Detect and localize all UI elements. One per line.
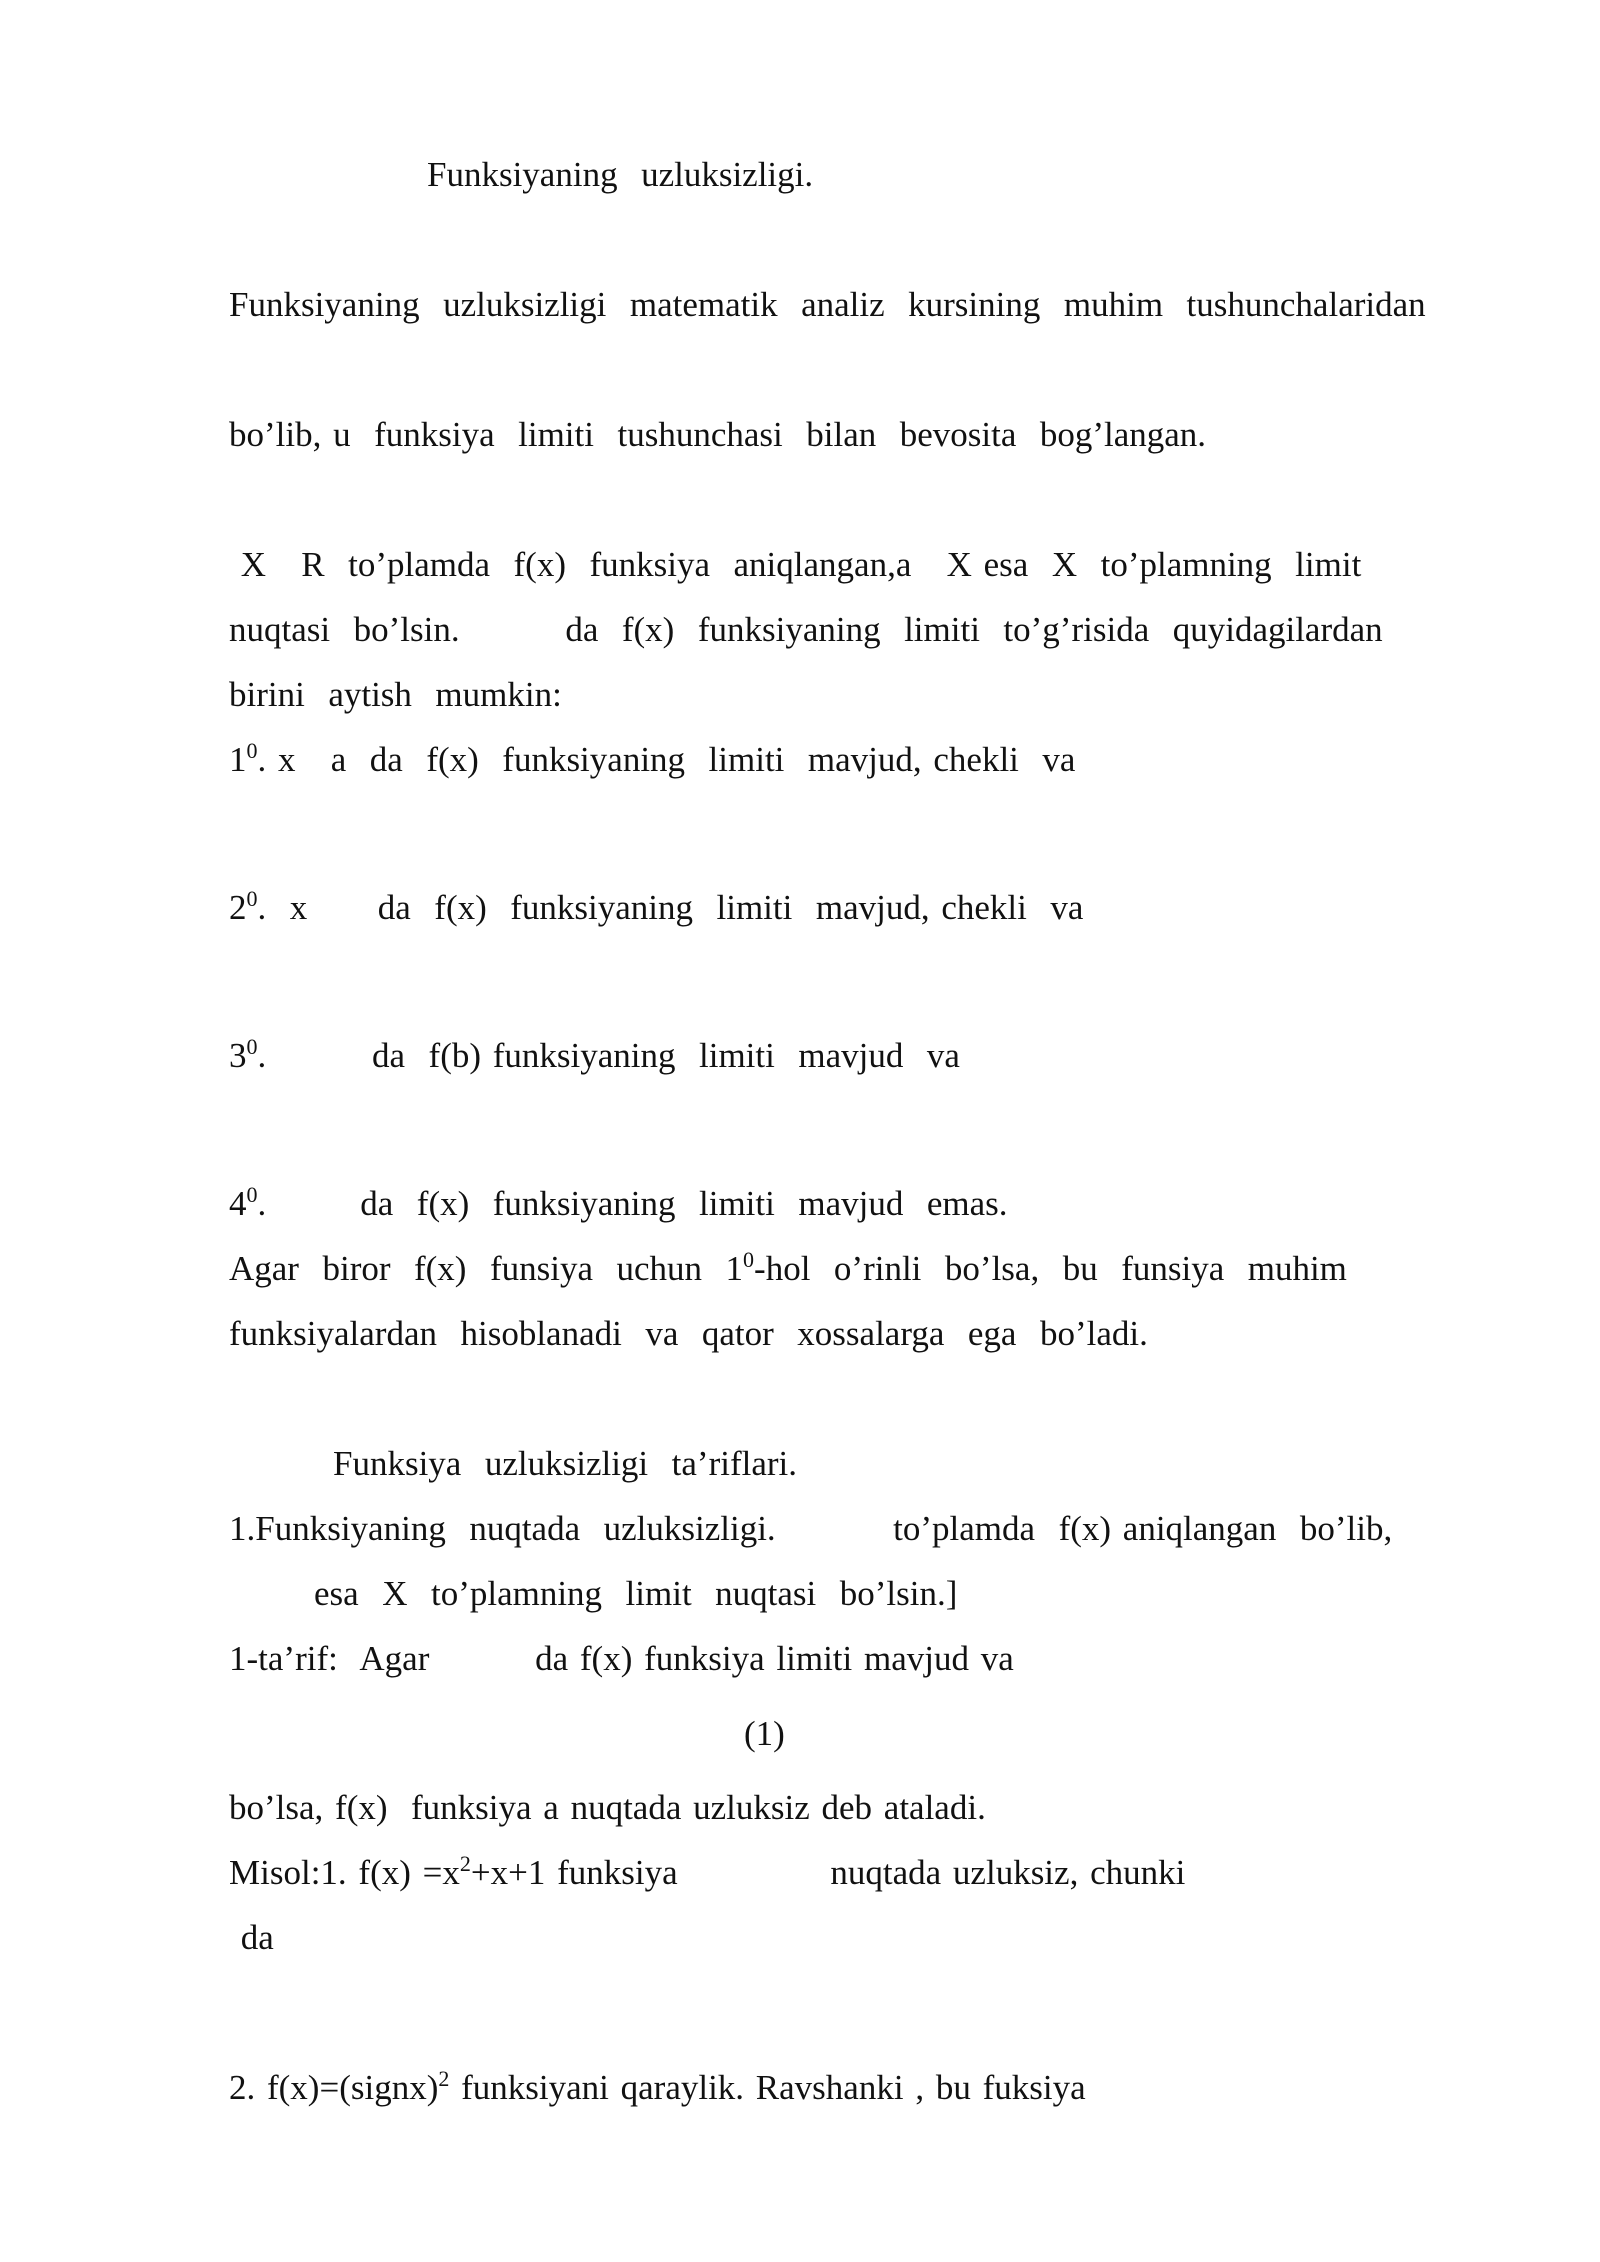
example-text-a: Misol:1. f(x) =x (229, 1853, 460, 1892)
intro-line-1: Funksiyaning uzluksizligi matematik analiz kursining muhim tushunchalaridan (229, 285, 1426, 324)
case-superscript: 0 (246, 1034, 258, 1059)
setup-line-1: X R to’plamda f(x) funksiya aniqlangan,a X esa X to’plamning limit (229, 545, 1362, 584)
setup-line-2: nuqtasi bo’lsin. da f(x) funksiyaning limiti to’g’risida quyidagilardan (229, 610, 1383, 649)
case-2 (229, 888, 1083, 928)
equation-number: (1) (744, 1714, 785, 1753)
case-text: . da f(b) funksiyaning limiti mavjud va (257, 1036, 960, 1075)
agar-superscript: 0 (743, 1247, 755, 1272)
example-superscript: 2 (459, 1851, 471, 1876)
definition-line-4: bo’lsa, f(x) funksiya a nuqtada uzluksiz deb ataladi. (229, 1788, 986, 1827)
case-1 (229, 740, 1075, 780)
definition-line-2: esa X to’plamning limit nuqtasi bo’lsin.] (314, 1574, 958, 1613)
case-4 (229, 1184, 1008, 1224)
case-3 (229, 1036, 960, 1076)
page-title: Funksiyaning uzluksizligi. (427, 155, 814, 194)
case-text: . x a da f(x) funksiyaning limiti mavjud, chekli va (257, 740, 1076, 779)
case-number: 2 (229, 888, 247, 927)
example-line-1 (229, 1853, 1185, 1893)
example-line-3 (229, 2068, 1086, 2108)
case-number: 1 (229, 740, 247, 779)
example-text-b: funksiyani qaraylik. Ravshanki , bu fuksiya (449, 2068, 1086, 2107)
definition-line-1: 1.Funksiyaning nuqtada uzluksizligi. to’plamda f(x) aniqlangan bo’lib, (229, 1509, 1393, 1548)
case-superscript: 0 (246, 886, 258, 911)
case-superscript: 0 (246, 738, 258, 763)
example-text-b: +x+1 funksiya nuqtada uzluksiz, chunki (470, 1853, 1186, 1892)
case-text: . da f(x) funksiyaning limiti mavjud emas. (257, 1184, 1008, 1223)
agar-line-2: funksiyalardan hisoblanadi va qator xossalarga ega bo’ladi. (229, 1314, 1148, 1353)
setup-line-3: birini aytish mumkin: (229, 675, 562, 714)
definition-line-3: 1-ta’rif: Agar da f(x) funksiya limiti mavjud va (229, 1639, 1014, 1678)
example-text-a: 2. f(x)=(signx) (229, 2068, 439, 2107)
intro-line-2: bo’lib, u funksiya limiti tushunchasi bilan bevosita bog’langan. (229, 415, 1207, 454)
section-title: Funksiya uzluksizligi ta’riflari. (333, 1444, 797, 1483)
agar-text-b: -hol o’rinli bo’lsa, bu funsiya muhim (754, 1249, 1347, 1288)
case-number: 3 (229, 1036, 247, 1075)
case-number: 4 (229, 1184, 247, 1223)
example-line-2: da (229, 1918, 274, 1957)
agar-text-a: Agar biror f(x) funsiya uchun 1 (229, 1249, 744, 1288)
case-superscript: 0 (246, 1182, 258, 1207)
example-superscript: 2 (438, 2066, 450, 2091)
agar-line-1 (229, 1249, 1347, 1289)
case-text: . x da f(x) funksiyaning limiti mavjud, chekli va (257, 888, 1084, 927)
